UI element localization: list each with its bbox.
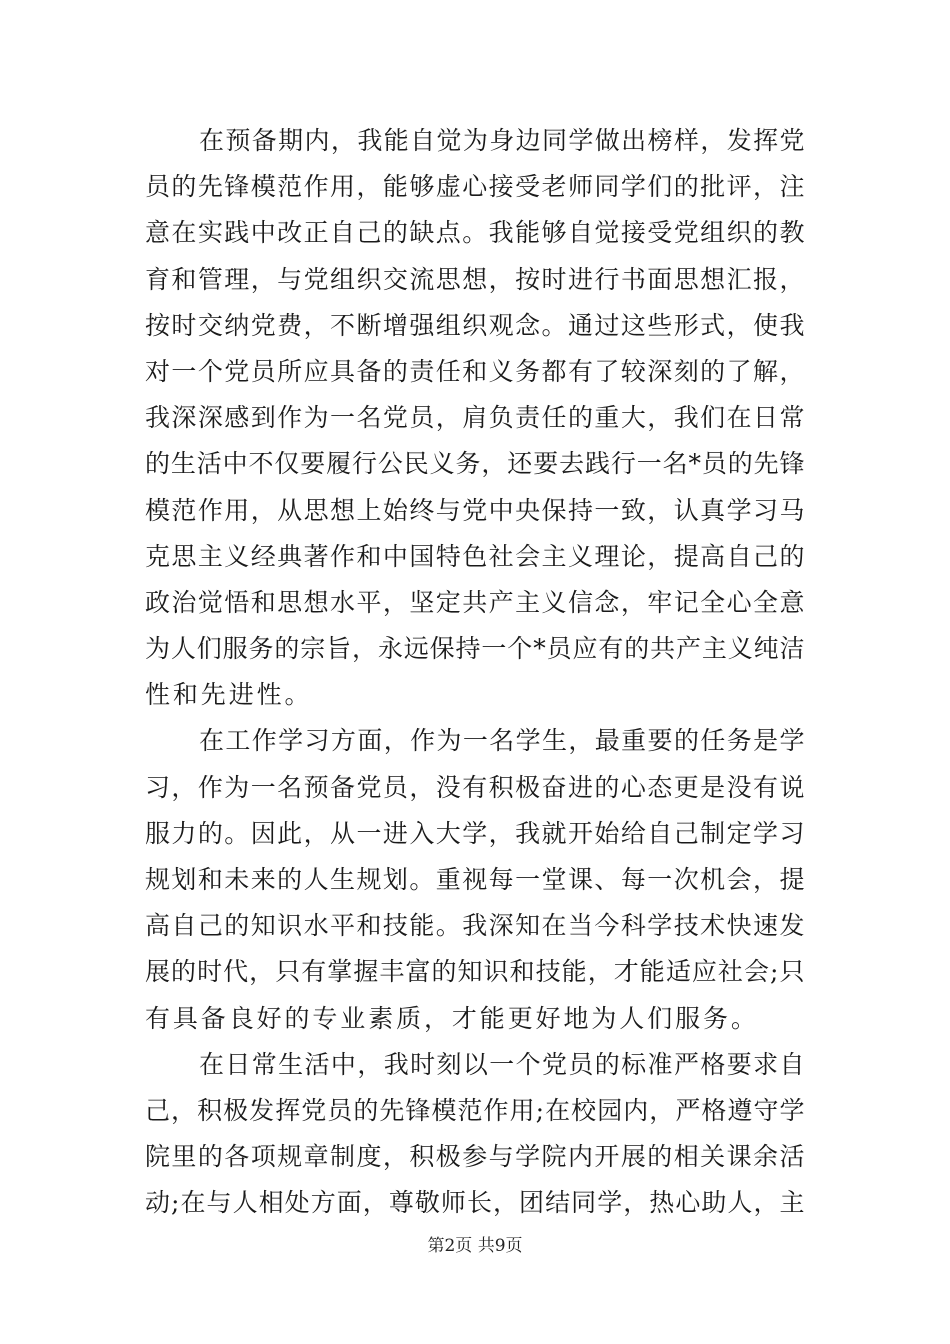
text-line: 在日常生活中，我时刻以一个党员的标准严格要求自 xyxy=(199,1049,805,1079)
body-text xyxy=(145,118,805,1227)
text-line: 服力的。因此，从一进入大学，我就开始给自己制定学习 xyxy=(145,818,805,848)
text-line: 高自己的知识水平和技能。我深知在当今科学技术快速发 xyxy=(145,911,805,941)
text-line: 己，积极发挥党员的先锋模范作用;在校园内，严格遵守学 xyxy=(145,1095,805,1125)
text-line: 我深深感到作为一名党员，肩负责任的重大，我们在日常 xyxy=(145,403,805,433)
text-line: 员的先锋模范作用，能够虚心接受老师同学们的批评，注 xyxy=(145,172,805,202)
text-line: 院里的各项规章制度，积极参与学院内开展的相关课余活 xyxy=(145,1142,805,1172)
text-line: 为人们服务的宗旨，永远保持一个*员应有的共产主义纯洁 xyxy=(145,634,805,664)
text-line: 的生活中不仅要履行公民义务，还要去践行一名*员的先锋 xyxy=(145,449,805,479)
page-footer: 第2页 共9页 xyxy=(427,1236,523,1256)
text-line: 政治觉悟和思想水平，坚定共产主义信念，牢记全心全意 xyxy=(145,587,805,617)
text-line: 意在实践中改正自己的缺点。我能够自觉接受党组织的教 xyxy=(145,218,805,248)
text-line: 在工作学习方面，作为一名学生，最重要的任务是学 xyxy=(199,726,805,756)
text-line: 按时交纳党费，不断增强组织观念。通过这些形式，使我 xyxy=(145,310,805,340)
text-line: 规划和未来的人生规划。重视每一堂课、每一次机会，提 xyxy=(145,865,805,894)
text-line: 对一个党员所应具备的责任和义务都有了较深刻的了解， xyxy=(145,356,805,386)
text-line: 有具备良好的专业素质，才能更好地为人们服务。 xyxy=(145,1003,759,1033)
text-line: 在预备期内，我能自觉为身边同学做出榜样，发挥党 xyxy=(199,126,805,155)
text-line: 模范作用，从思想上始终与党中央保持一致，认真学习马 xyxy=(145,495,805,525)
text-line: 育和管理，与党组织交流思想，按时进行书面思想汇报， xyxy=(145,264,805,294)
text-line: 展的时代，只有掌握丰富的知识和技能，才能适应社会;只 xyxy=(145,957,805,987)
text-line: 动;在与人相处方面，尊敬师长，团结同学，热心助人，主 xyxy=(145,1188,805,1218)
text-line: 性和先进性。 xyxy=(145,680,313,710)
text-line: 习，作为一名预备党员，没有积极奋进的心态更是没有说 xyxy=(145,772,805,802)
text-line: 克思主义经典著作和中国特色社会主义理论，提高自己的 xyxy=(145,541,805,571)
